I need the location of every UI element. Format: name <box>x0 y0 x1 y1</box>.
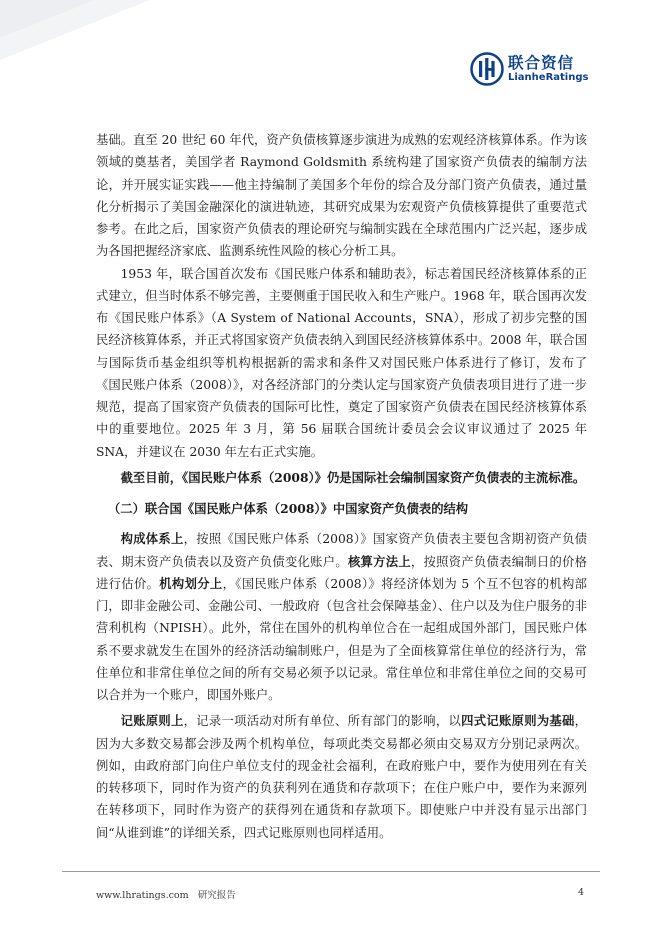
paragraph-history: 基础。直至 20 世纪 60 年代，资产负债核算逐步演进为成熟的宏观经济核算体系。作为该领域的奠基者，美国学者 Raymond Goldsmith 系统构建了国家资产负债表的编制方法论，并开展实证实践——他主持编制了美国多个年份的综合及分部门资产负债表，通过量化分析揭示了美国金融深化的演进轨迹，其研究成果为宏观资产负债核算提供了重要范式参考。在此之后，国家资产负债表的理论研究与编制实践在全球范围内广泛兴起，逐步成为各国把握经济家底、监测系统性风险的核心分析工具。 <box>96 133 587 259</box>
footer-divider <box>62 871 600 872</box>
lead-term-method: 核算方法上 <box>347 553 411 569</box>
text-quadruple-entry: ，因为大多数交易都会涉及两个机构单位，每项此类交易都必须由交易双方分别记录两次。例如，由政府部门向住户单位支付的现金社会福利，在政府账户中，要作为使用列在有关的转移项下，同时作为资产的负获利列在通货和存款项下；在住户账户中，要作为来源列在转移项下，同时作为资产的获得列在通货和存款项下。即使账户中并没有显示出部门间“从谁到谁”的详细关系，四式记账原则也同样适用。 <box>96 714 587 840</box>
paragraph-accounting-principle <box>96 710 587 844</box>
paragraph-sna-standard: 截至目前，《国民账户体系（2008）》仍是国际社会编制国家资产负债表的主流标准。 <box>120 469 586 485</box>
report-body <box>96 129 587 844</box>
footer-doc-type: 研究报告 <box>197 890 236 901</box>
corner-decoration <box>0 0 150 60</box>
company-logo <box>470 50 590 90</box>
footer-info <box>96 887 236 901</box>
text-composition: ，按照《国民账户体系（2008）》国家资产负债表主要包含期初资产负债表、期末资产负债表以及资产负债变化账户。 <box>96 532 587 569</box>
paragraph-structure <box>96 528 587 706</box>
page-number: 4 <box>578 887 585 898</box>
lead-term-principle: 记账原则上 <box>120 713 184 729</box>
lead-term-sectors: 机构划分上 <box>159 575 223 591</box>
text-sectors: ，《国民账户体系（2008）》将经济体划为 5 个互不包容的机构部门，即非金融公司、金融公司、一般政府（包含社会保障基金）、住户以及为住户服务的非营利机构（NPISH）。此外，常住在国外的机构单位合在一起组成国外部门，国民账户体系不要求就发生在国外的经济活动编制账户，但是为了全面核算常住单位的经济行为，常住单位和非常住单位之间的所有交易必须予以记录。常住单位和非常住单位之间的交易可以合并为一个账户，即国外账户。 <box>96 576 587 702</box>
logo-chinese-name: 联合资信 <box>508 54 575 72</box>
text-principle: ，记录一项活动对所有单位、所有部门的影响，以 <box>183 714 462 729</box>
text-method: ，按照资产负债表编制日的价格进行估价。 <box>96 554 587 591</box>
section-heading: （二）联合国《国民账户体系（2008）》中国家资产负债表的结构 <box>108 501 469 516</box>
footer-website: www.lhratings.com <box>96 890 189 901</box>
paragraph-sna-timeline: 1953 年，联合国首次发布《国民账户体系和辅助表》，标志着国民经济核算体系的正式建立，但当时体系不够完善，主要侧重于国民收入和生产账户。1968 年，联合国再次发布《国民账户体系》（A System of National Accounts，SNA），形成了初步完整的国民经济核算体系，并正式将国家资产负债表纳入到国民经济核算体系中。2008 年，联合国与国际货币基金组织等机构根据新的需求和条件又对国民账户体系进行了修订，发布了《国民账户体系（2008）》，对各经济部门的分类认定与国家资产负债表项目进行了进一步规范，提高了国家资产负债表的国际可比性，奠定了国家资产负债表在国民经济核算体系中的重要地位。2025 年 3 月，第 56 届联合国统计委员会会议审议通过了 2025 年 SNA，并建议在 2030 年左右正式实施。 <box>96 266 587 459</box>
lead-term-composition: 构成体系上 <box>120 531 184 547</box>
lianhe-logo-icon <box>470 52 504 86</box>
term-quadruple-entry: 四式记账原则为基础 <box>461 713 575 729</box>
logo-english-name: LianheRatings <box>508 72 589 83</box>
